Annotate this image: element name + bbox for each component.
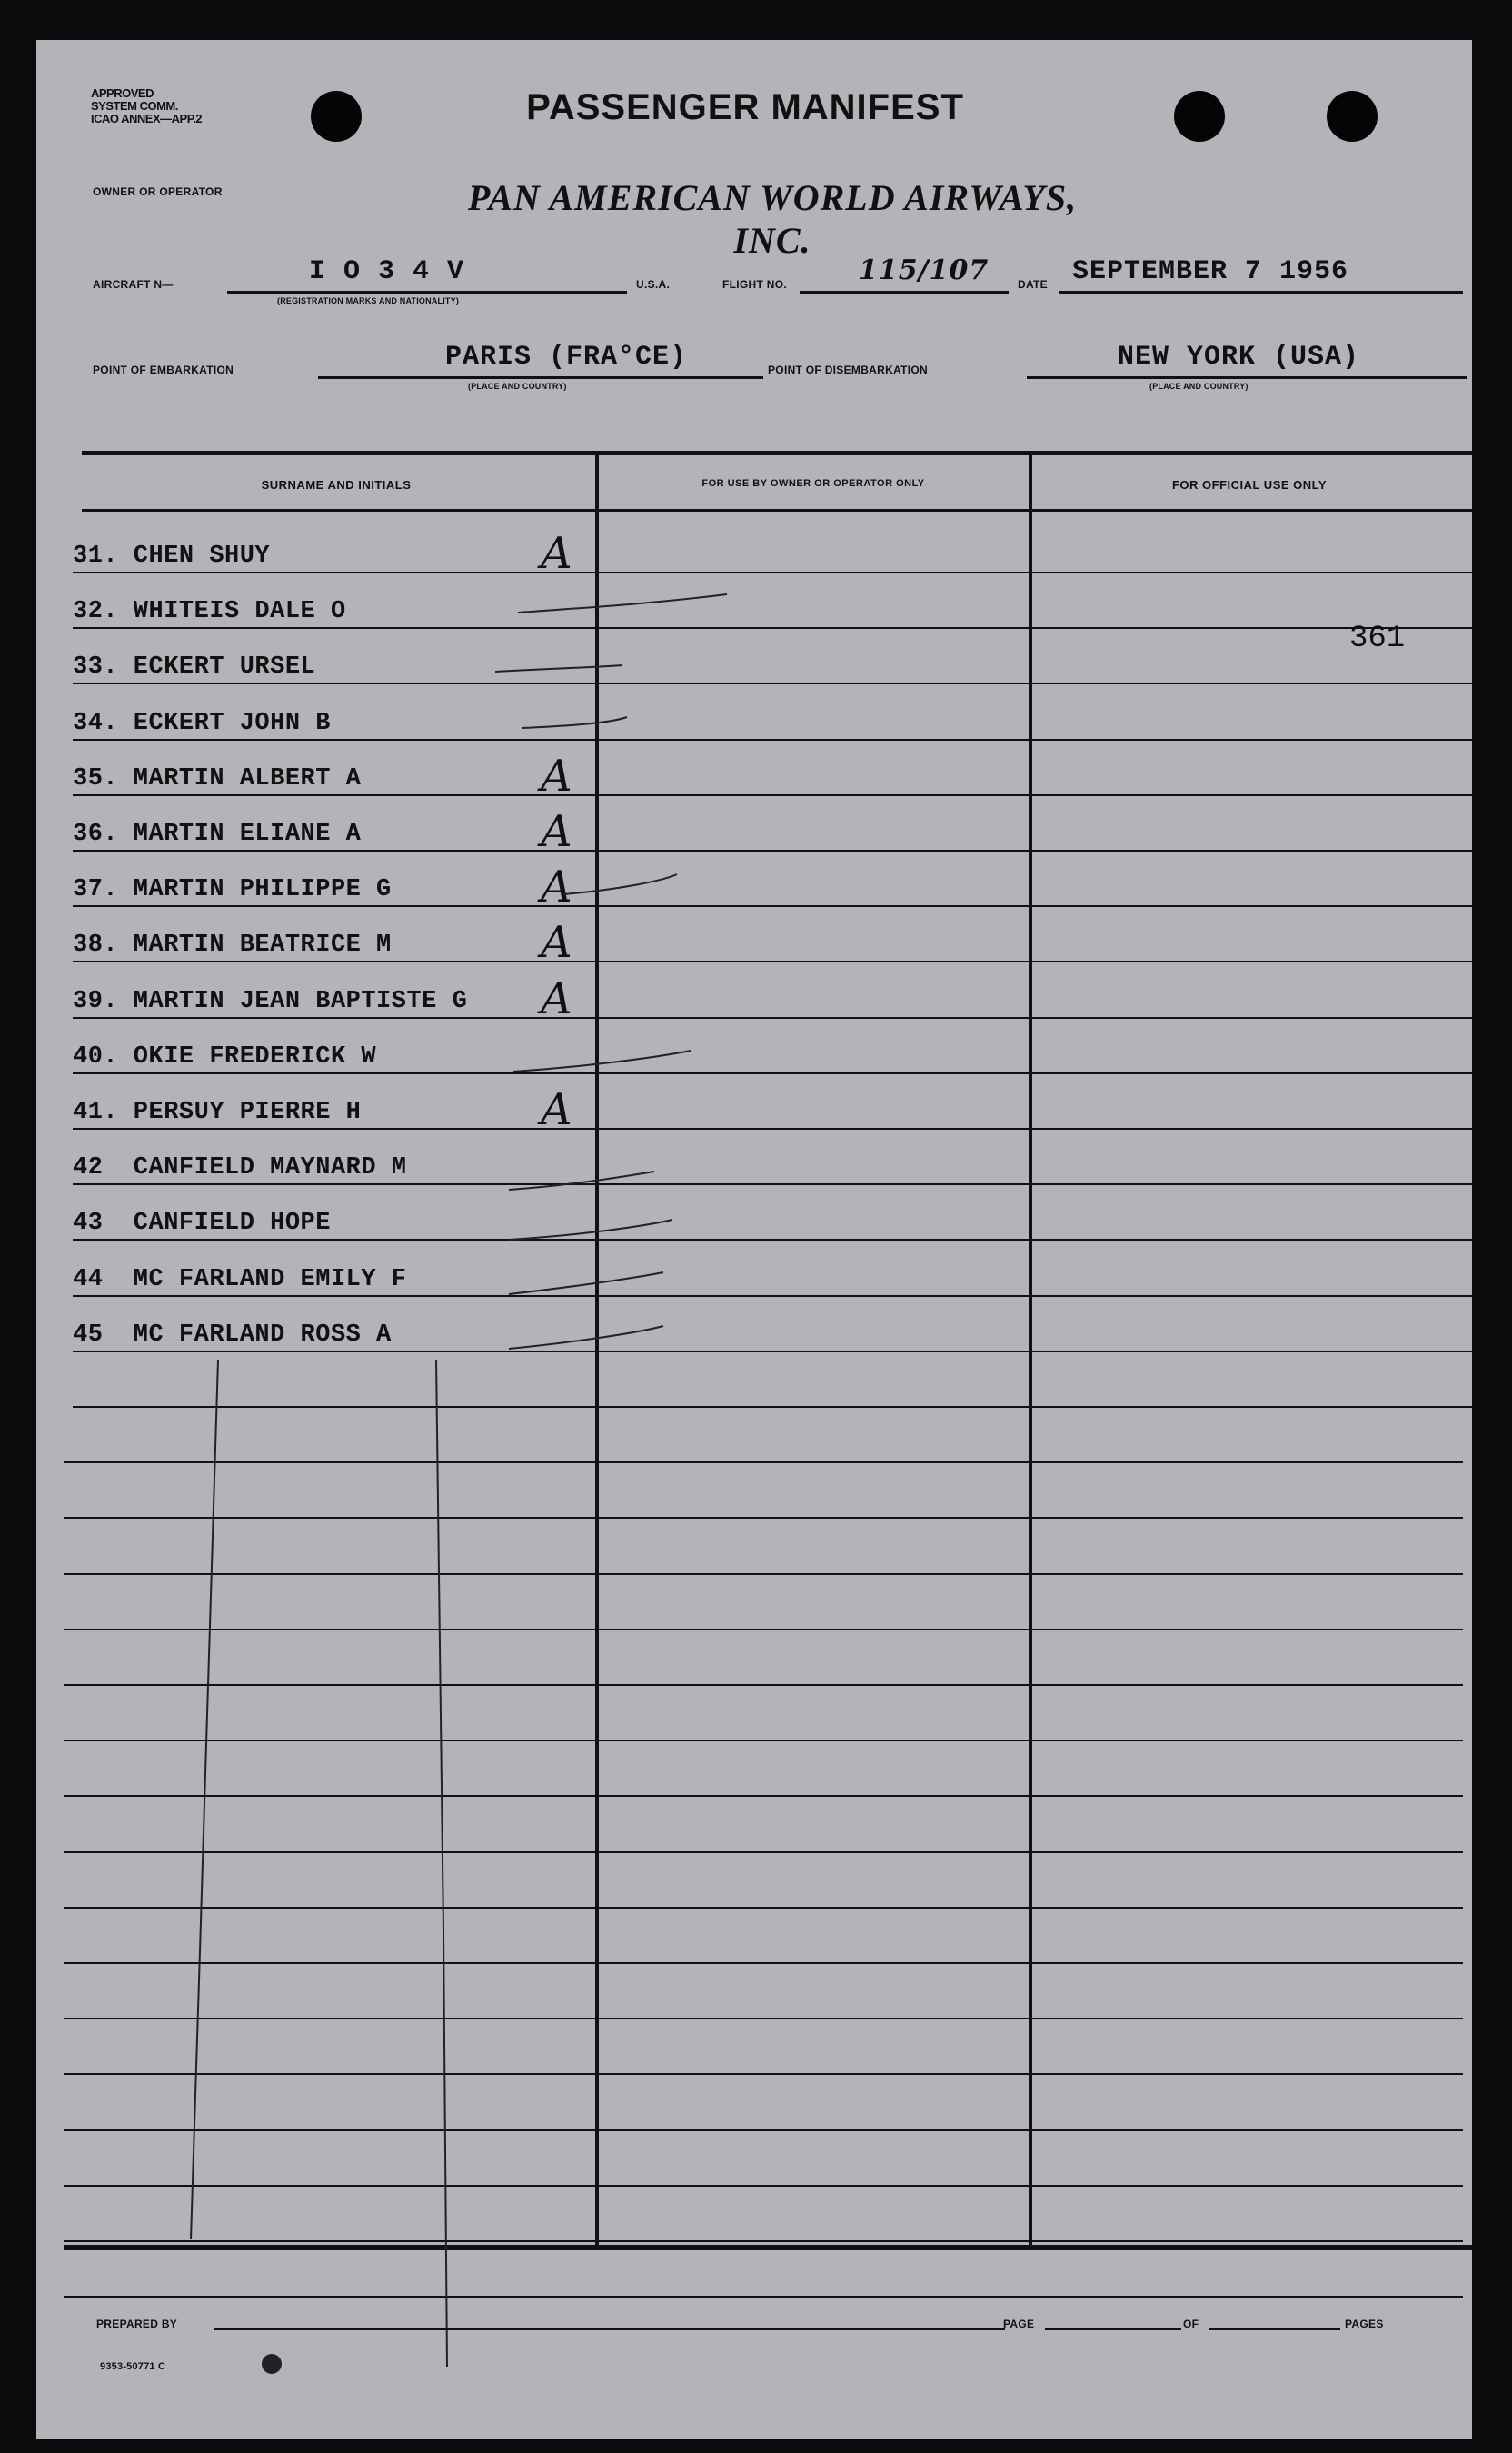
clearance-mark: A <box>541 528 572 579</box>
passenger-entry: 33. ECKERT URSEL <box>73 653 316 681</box>
column-header-surname: SURNAME AND INITIALS <box>261 478 412 492</box>
tick-34 <box>522 717 627 728</box>
of-label: OF <box>1183 2318 1199 2330</box>
passenger-entry: 31. CHEN SHUY <box>73 543 271 570</box>
tick-40 <box>513 1051 691 1072</box>
column-header-official-use: FOR OFFICIAL USE ONLY <box>1171 478 1328 492</box>
printer-seal-icon <box>262 2354 282 2374</box>
usa-label: U.S.A. <box>636 278 671 291</box>
passenger-entry: 43 CANFIELD HOPE <box>73 1210 331 1237</box>
embarkation-caption: (PLACE AND COUNTRY) <box>468 382 567 391</box>
form-code: 9353-50771 C <box>100 2361 166 2372</box>
date-value: SEPTEMBER 7 1956 <box>1072 256 1349 287</box>
disembarkation-value: NEW YORK (USA) <box>1118 342 1360 373</box>
passenger-entry: 37. MARTIN PHILIPPE G <box>73 876 392 903</box>
page-label: PAGE <box>1003 2318 1035 2330</box>
vertical-stroke-left <box>191 1360 218 2239</box>
passenger-entry: 45 MC FARLAND ROSS A <box>73 1321 392 1349</box>
tick-33 <box>495 665 622 672</box>
approval-stamp-text: APPROVED SYSTEM COMM. ICAO ANNEX—APP.2 <box>91 86 203 125</box>
tick-43 <box>509 1220 672 1240</box>
vertical-stroke-right <box>436 1360 447 2367</box>
clearance-mark: A <box>541 1084 572 1135</box>
of-underline <box>1209 2328 1340 2330</box>
tick-37 <box>563 874 677 894</box>
flight-value: 115/107 <box>859 254 990 286</box>
official-number: 361 <box>1349 622 1406 656</box>
aircraft-value: I O 3 4 V <box>309 256 465 287</box>
tick-45 <box>509 1326 663 1349</box>
tick-32 <box>518 594 727 613</box>
embarkation-label: POINT OF EMBARKATION <box>93 364 234 376</box>
passenger-entry: 38. MARTIN BEATRICE M <box>73 932 392 959</box>
passenger-entry: 44 MC FARLAND EMILY F <box>73 1266 407 1293</box>
clearance-mark: A <box>541 806 572 857</box>
passenger-entry: 40. OKIE FREDERICK W <box>73 1043 377 1071</box>
disembarkation-label: POINT OF DISEMBARKATION <box>768 364 929 376</box>
pages-label: PAGES <box>1345 2318 1384 2330</box>
page-title: PASSENGER MANIFEST <box>526 87 964 127</box>
clearance-mark: A <box>541 862 572 912</box>
tick-44 <box>509 1272 663 1294</box>
passenger-entry: 41. PERSUY PIERRE H <box>73 1099 362 1126</box>
flight-label: FLIGHT NO. <box>722 278 787 291</box>
column-header-owner-use: FOR USE BY OWNER OR OPERATOR ONLY <box>701 478 925 489</box>
prepared-by-label: PREPARED BY <box>96 2318 178 2330</box>
passenger-entry: 39. MARTIN JEAN BAPTISTE G <box>73 988 468 1015</box>
passenger-entry: 34. ECKERT JOHN B <box>73 710 331 737</box>
clearance-mark: A <box>541 751 572 802</box>
prepared-by-underline <box>214 2328 1005 2330</box>
passenger-entry: 35. MARTIN ALBERT A <box>73 765 362 793</box>
owner-label: OWNER OR OPERATOR <box>93 185 223 198</box>
disembarkation-caption: (PLACE AND COUNTRY) <box>1149 382 1248 391</box>
clearance-mark: A <box>541 917 572 968</box>
manifest-sheet <box>36 40 1472 2439</box>
page-underline <box>1045 2328 1181 2330</box>
passenger-entry: 32. WHITEIS DALE O <box>73 598 346 625</box>
embarkation-value: PARIS (FRA°CE) <box>445 342 688 373</box>
registration-caption: (REGISTRATION MARKS AND NATIONALITY) <box>277 296 460 305</box>
owner-value: PAN AMERICAN WORLD AIRWAYS, INC. <box>467 177 1078 261</box>
handwritten-ticks <box>36 40 1472 2439</box>
tick-42 <box>509 1172 654 1190</box>
passenger-entry: 42 CANFIELD MAYNARD M <box>73 1154 407 1182</box>
clearance-mark: A <box>541 973 572 1024</box>
date-label: DATE <box>1018 278 1048 291</box>
passenger-entry: 36. MARTIN ELIANE A <box>73 821 362 848</box>
aircraft-label: AIRCRAFT N— <box>93 278 174 291</box>
